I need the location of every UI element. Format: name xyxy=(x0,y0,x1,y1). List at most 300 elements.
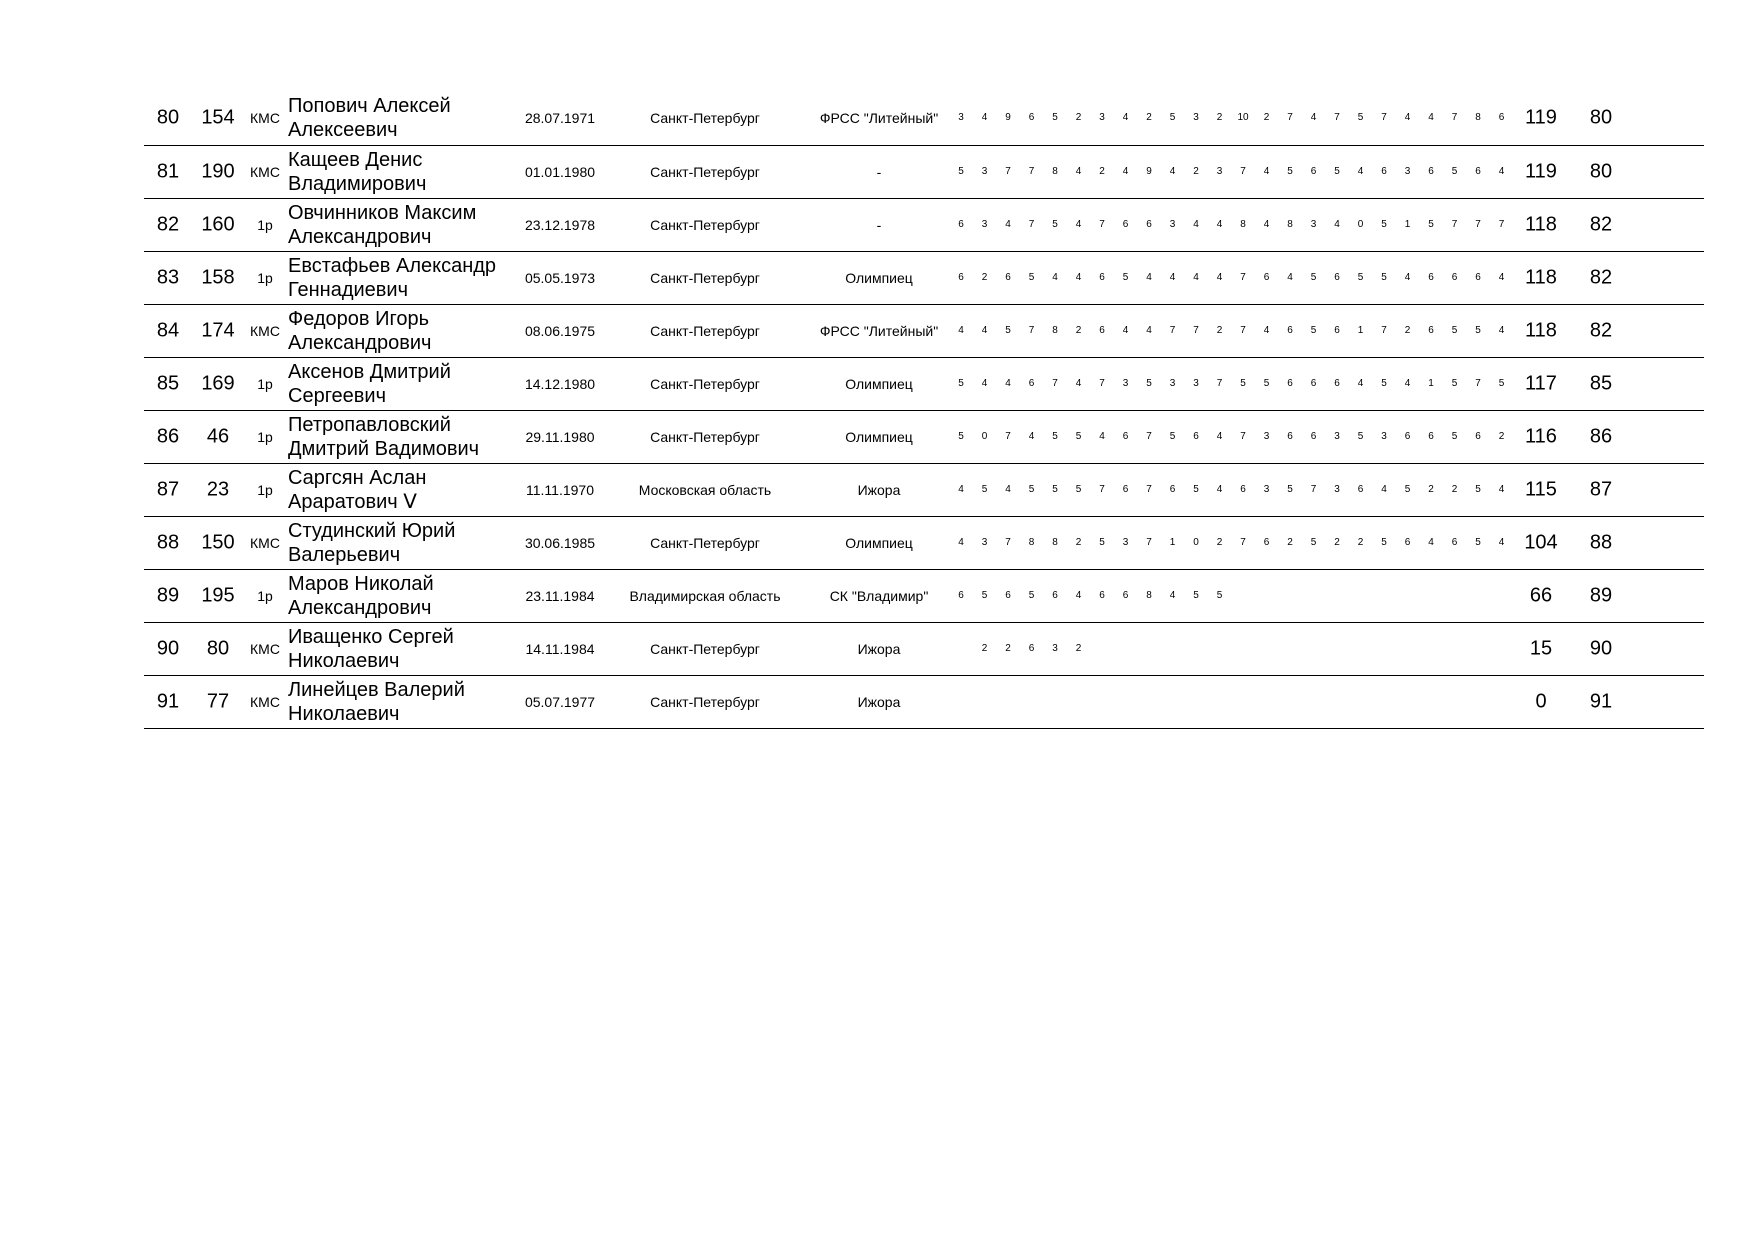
series-score: 6 xyxy=(1099,272,1105,283)
series-score: 5 xyxy=(1028,272,1035,283)
series-score: 7 xyxy=(1451,219,1458,230)
place-cell: 90 xyxy=(156,637,180,660)
series-score: 5 xyxy=(1475,537,1481,548)
total-score-cell: 119 xyxy=(1525,106,1557,128)
series-score: 2 xyxy=(1075,325,1082,336)
region-cell: Санкт-Петербург xyxy=(650,164,760,180)
club-cell: ФРСС "Литейный" xyxy=(819,109,939,126)
series-score: 3 xyxy=(1052,643,1058,654)
series-score: 6 xyxy=(1475,166,1481,177)
series-score: 7 xyxy=(1005,166,1011,177)
place-cell: 80 xyxy=(156,106,180,128)
series-score: 6 xyxy=(1451,272,1458,283)
series-score: 8 xyxy=(1052,166,1058,177)
series-score: 4 xyxy=(1216,484,1223,495)
series-score: 6 xyxy=(1404,431,1411,442)
series-score: 6 xyxy=(1475,272,1481,283)
birth-date-cell: 29.11.1980 xyxy=(525,429,595,445)
region-cell: Санкт-Петербург xyxy=(650,270,760,286)
series-score: 7 xyxy=(1099,378,1105,389)
athlete-name-line-1: Кащеев Денис xyxy=(288,149,423,171)
rank-cell: 1р xyxy=(257,217,273,233)
series-score: 5 xyxy=(1075,484,1082,495)
club-cell: Олимпиец xyxy=(845,535,913,551)
series-score: 6 xyxy=(1310,378,1317,389)
series-score: 4 xyxy=(1498,484,1505,495)
series-score: 1 xyxy=(1404,219,1411,230)
final-place-cell: 90 xyxy=(1589,637,1613,660)
series-score: 3 xyxy=(981,219,988,230)
series-score: 5 xyxy=(1451,166,1458,177)
total-score-cell: 116 xyxy=(1525,425,1557,448)
series-score: 3 xyxy=(958,111,964,123)
series-score: 1 xyxy=(1428,378,1434,389)
series-score: 7 xyxy=(1240,431,1246,442)
athlete-name-line-1: Овчинников Максим xyxy=(288,202,477,224)
series-score: 4 xyxy=(1193,272,1199,283)
region-cell: Санкт-Петербург xyxy=(650,694,760,710)
series-score: 7 xyxy=(1099,219,1105,230)
series-score: 2 xyxy=(1193,166,1199,177)
athlete-name-line-1: Попович Алексей xyxy=(288,94,451,117)
series-score: 2 xyxy=(1263,111,1270,123)
series-score: 4 xyxy=(1216,272,1223,283)
series-score: 5 xyxy=(981,484,988,495)
series-score: 6 xyxy=(1122,590,1129,601)
series-score: 4 xyxy=(1357,378,1364,389)
series-score: 5 xyxy=(1310,537,1317,548)
birth-date-cell: 14.12.1980 xyxy=(524,376,596,392)
series-score: 6 xyxy=(1287,325,1293,336)
series-score: 5 xyxy=(1075,431,1082,442)
place-cell: 91 xyxy=(156,690,180,713)
series-score: 4 xyxy=(1075,272,1082,283)
athlete-name-cell xyxy=(288,413,518,461)
athlete-name-line-1: Студинский Юрий xyxy=(288,520,456,542)
series-score: 6 xyxy=(1381,166,1387,177)
series-score: 5 xyxy=(1381,537,1387,548)
series-score: 5 xyxy=(1169,111,1176,123)
series-score: 4 xyxy=(1428,537,1434,548)
series-score: 3 xyxy=(981,166,988,177)
series-score: 6 xyxy=(1310,166,1317,177)
series-score: 7 xyxy=(1146,537,1152,548)
series-score: 7 xyxy=(1498,219,1505,230)
series-score: 5 xyxy=(1052,219,1058,230)
series-score: 5 xyxy=(1475,484,1481,495)
final-place-cell: 86 xyxy=(1589,425,1613,448)
bib-number-cell: 46 xyxy=(206,425,230,448)
bib-number-cell: 190 xyxy=(201,160,235,183)
club-cell: Олимпиец xyxy=(845,376,913,392)
series-score: 6 xyxy=(1028,378,1035,389)
series-score: 6 xyxy=(1146,219,1152,230)
series-score: 2 xyxy=(1146,111,1152,123)
birth-date-cell: 08.06.1975 xyxy=(524,323,596,339)
series-score: 5 xyxy=(1099,537,1105,548)
table-row xyxy=(144,411,1704,464)
series-score: 3 xyxy=(1169,219,1176,230)
athlete-name-line-2: Араратович ᐯ xyxy=(288,491,417,513)
series-score: 5 xyxy=(1005,325,1011,336)
series-score: 7 xyxy=(1146,431,1152,442)
series-score: 4 xyxy=(1498,166,1505,177)
series-score: 5 xyxy=(1240,378,1246,389)
region-cell: Санкт-Петербург xyxy=(650,217,760,233)
series-score: 6 xyxy=(1334,325,1340,336)
series-score: 2 xyxy=(1216,325,1223,336)
athlete-name-line-1: Саргсян Аслан xyxy=(288,467,427,489)
table-row xyxy=(144,199,1704,252)
series-score: 3 xyxy=(981,537,988,548)
series-score: 5 xyxy=(1052,431,1058,442)
athlete-name-line-2: Александрович xyxy=(288,226,432,248)
series-score: 10 xyxy=(1237,111,1249,123)
club-cell: Олимпиец xyxy=(845,270,913,286)
final-place-cell: 82 xyxy=(1589,213,1613,236)
series-score: 6 xyxy=(1428,272,1434,283)
series-score: 6 xyxy=(1099,325,1105,336)
series-score: 6 xyxy=(1099,590,1105,601)
series-score: 4 xyxy=(1122,111,1129,123)
series-score: 7 xyxy=(1381,111,1387,123)
total-score-cell: 104 xyxy=(1524,531,1558,554)
club-cell: Ижора xyxy=(857,482,901,498)
series-score: 7 xyxy=(1240,166,1246,177)
rank-cell: 1р xyxy=(257,482,273,498)
series-score: 2 xyxy=(1404,325,1411,336)
series-score: 6 xyxy=(958,272,964,283)
athlete-name-line-1: Маров Николай xyxy=(288,573,434,595)
rank-cell: 1р xyxy=(257,376,273,392)
series-score: 5 xyxy=(1381,219,1387,230)
series-score: 2 xyxy=(1075,111,1082,123)
series-score: 4 xyxy=(1216,431,1223,442)
series-score: 6 xyxy=(1287,431,1293,442)
series-score: 4 xyxy=(1005,219,1011,230)
series-score: 4 xyxy=(958,537,964,548)
athlete-name-cell xyxy=(288,519,518,567)
series-score: 5 xyxy=(1193,484,1199,495)
total-score-cell: 117 xyxy=(1525,372,1557,395)
region-cell: Санкт-Петербург xyxy=(650,323,760,339)
series-score: 2 xyxy=(1287,537,1293,548)
place-cell: 84 xyxy=(156,319,180,342)
series-score: 4 xyxy=(1498,537,1505,548)
bib-number-cell: 80 xyxy=(206,637,230,660)
series-score: 5 xyxy=(1428,219,1434,230)
series-score: 6 xyxy=(1287,378,1293,389)
series-score: 3 xyxy=(1216,166,1223,177)
athlete-name-line-2: Владимирович xyxy=(288,173,427,195)
series-score: 5 xyxy=(1052,484,1058,495)
athlete-name-cell xyxy=(288,625,518,673)
athlete-name-cell xyxy=(288,254,518,302)
rank-cell: КМС xyxy=(250,694,280,710)
series-score: 6 xyxy=(1334,272,1340,283)
series-score: 3 xyxy=(1193,378,1199,389)
series-score: 4 xyxy=(1169,272,1176,283)
series-score: 6 xyxy=(1122,484,1129,495)
series-score: 8 xyxy=(1146,590,1152,601)
bib-number-cell: 195 xyxy=(201,584,235,607)
athlete-name-cell xyxy=(288,201,518,249)
series-score: 6 xyxy=(1428,325,1434,336)
series-score: 5 xyxy=(1475,325,1481,336)
bib-number-cell: 169 xyxy=(201,372,235,395)
series-score: 6 xyxy=(1122,431,1129,442)
total-score-cell: 115 xyxy=(1525,478,1557,501)
place-cell: 87 xyxy=(156,478,180,501)
series-score: 6 xyxy=(1052,590,1058,601)
series-score: 4 xyxy=(981,378,988,389)
bib-number-cell: 154 xyxy=(201,106,235,128)
series-score: 5 xyxy=(1169,431,1176,442)
rank-cell: КМС xyxy=(250,323,280,339)
final-place-cell: 82 xyxy=(1589,319,1613,342)
athlete-name-cell xyxy=(288,360,518,408)
series-score: 4 xyxy=(1287,272,1293,283)
total-score-cell: 66 xyxy=(1529,584,1553,607)
series-score: 4 xyxy=(1075,166,1082,177)
series-score: 4 xyxy=(1193,219,1199,230)
series-score: 3 xyxy=(1169,378,1176,389)
athlete-name-cell xyxy=(288,148,518,196)
series-score: 6 xyxy=(1028,643,1035,654)
series-score: 0 xyxy=(981,431,988,442)
series-score: 4 xyxy=(1263,219,1270,230)
series-score: 4 xyxy=(1404,378,1411,389)
club-cell: - xyxy=(876,217,882,233)
table-row xyxy=(144,146,1704,199)
series-score: 7 xyxy=(1216,378,1223,389)
athlete-name-line-2: Сергеевич xyxy=(288,385,387,407)
series-score: 7 xyxy=(1052,378,1058,389)
bib-number-cell: 158 xyxy=(201,266,235,289)
final-place-cell: 85 xyxy=(1589,372,1613,395)
series-score: 3 xyxy=(1334,484,1340,495)
series-score: 4 xyxy=(1310,111,1317,123)
table-row xyxy=(144,517,1704,570)
series-score: 5 xyxy=(1357,431,1364,442)
series-score: 3 xyxy=(1193,111,1199,123)
table-row xyxy=(144,623,1704,676)
total-score-cell: 15 xyxy=(1529,637,1553,660)
series-score: 7 xyxy=(1028,325,1035,336)
athlete-name-line-2: Николаевич xyxy=(288,703,400,725)
series-score: 4 xyxy=(1216,219,1223,230)
athlete-name-line-2: Геннадиевич xyxy=(288,279,409,301)
series-score: 6 xyxy=(1005,272,1011,283)
series-score: 5 xyxy=(1287,484,1293,495)
series-score: 3 xyxy=(1404,166,1411,177)
table-row xyxy=(144,90,1704,146)
final-place-cell: 91 xyxy=(1589,690,1613,713)
place-cell: 86 xyxy=(156,425,180,448)
region-cell: Санкт-Петербург xyxy=(650,429,760,445)
series-score: 7 xyxy=(1240,537,1246,548)
series-score: 7 xyxy=(1169,325,1176,336)
series-score: 6 xyxy=(958,219,964,230)
series-score: 5 xyxy=(1451,325,1458,336)
series-score: 1 xyxy=(1357,325,1364,336)
series-score: 6 xyxy=(1451,537,1458,548)
series-score: 6 xyxy=(1475,431,1481,442)
series-score: 4 xyxy=(1052,272,1058,283)
athlete-name-line-1: Евстафьев Александр xyxy=(288,255,497,277)
series-score: 7 xyxy=(1334,111,1340,123)
series-score: 5 xyxy=(1028,484,1035,495)
athlete-name-line-1: Иващенко Сергей xyxy=(288,626,454,648)
region-cell: Санкт-Петербург xyxy=(650,641,760,657)
series-score: 5 xyxy=(1216,590,1223,601)
athlete-name-cell xyxy=(288,466,518,514)
region-cell: Московская область xyxy=(638,482,772,498)
place-cell: 83 xyxy=(156,266,180,289)
series-score: 2 xyxy=(981,272,988,283)
series-score: 4 xyxy=(1169,166,1176,177)
series-score: 7 xyxy=(1005,537,1011,548)
series-score: 5 xyxy=(1146,378,1152,389)
series-score: 3 xyxy=(1263,484,1270,495)
series-score: 6 xyxy=(1334,378,1340,389)
place-cell: 82 xyxy=(156,213,180,236)
club-cell: Ижора xyxy=(857,641,901,657)
final-place-cell: 80 xyxy=(1589,106,1613,128)
series-score: 2 xyxy=(1099,166,1105,177)
series-score: 3 xyxy=(1122,378,1129,389)
bib-number-cell: 174 xyxy=(201,319,235,342)
series-score: 5 xyxy=(1052,111,1058,123)
series-score: 9 xyxy=(1005,111,1011,123)
series-score: 7 xyxy=(1028,219,1035,230)
series-score: 2 xyxy=(1216,537,1223,548)
rank-cell: КМС xyxy=(250,535,280,551)
series-score: 2 xyxy=(981,643,988,654)
series-score: 5 xyxy=(1498,378,1505,389)
rank-cell: 1р xyxy=(257,588,273,604)
series-score: 6 xyxy=(1263,537,1270,548)
table-row xyxy=(144,464,1704,517)
series-score: 4 xyxy=(1028,431,1035,442)
series-score: 5 xyxy=(1357,272,1364,283)
series-score: 3 xyxy=(1381,431,1387,442)
series-score: 6 xyxy=(1428,431,1434,442)
series-score: 7 xyxy=(1193,325,1199,336)
series-score: 4 xyxy=(1122,166,1129,177)
birth-date-cell: 05.05.1973 xyxy=(524,270,596,286)
series-score: 0 xyxy=(1193,537,1199,548)
athlete-name-line-2: Александрович xyxy=(288,332,432,354)
series-score: 7 xyxy=(1240,325,1246,336)
region-cell: Санкт-Петербург xyxy=(650,535,760,551)
series-score: 2 xyxy=(1498,431,1505,442)
bib-number-cell: 77 xyxy=(206,690,230,713)
total-score-cell: 118 xyxy=(1525,213,1557,236)
series-score: 4 xyxy=(1075,590,1082,601)
region-cell: Санкт-Петербург xyxy=(650,109,760,126)
series-score: 6 xyxy=(1357,484,1364,495)
club-cell: Олимпиец xyxy=(845,429,913,445)
final-place-cell: 89 xyxy=(1589,584,1613,607)
series-score: 7 xyxy=(1005,431,1011,442)
series-score: 4 xyxy=(1404,111,1411,123)
bib-number-cell: 160 xyxy=(201,213,235,236)
series-score: 5 xyxy=(1381,272,1387,283)
series-score: 5 xyxy=(1193,590,1199,601)
series-score: 4 xyxy=(1381,484,1387,495)
series-score: 4 xyxy=(1263,166,1270,177)
final-place-cell: 82 xyxy=(1589,266,1613,289)
table-row xyxy=(144,305,1704,358)
birth-date-cell: 01.01.1980 xyxy=(524,164,596,180)
bib-number-cell: 150 xyxy=(201,531,235,554)
series-score: 2 xyxy=(1005,643,1011,654)
table-row xyxy=(144,570,1704,623)
athlete-name-line-2: Николаевич xyxy=(288,650,400,672)
series-score: 6 xyxy=(1404,537,1411,548)
series-score: 4 xyxy=(1005,484,1011,495)
total-score-cell: 118 xyxy=(1525,266,1557,289)
athlete-name-line-2: Александрович xyxy=(288,597,432,619)
birth-date-cell: 05.07.1977 xyxy=(524,694,596,710)
club-cell: Ижора xyxy=(857,694,901,710)
series-score: 5 xyxy=(1287,166,1293,177)
athlete-name-line-2: Дмитрий Вадимович xyxy=(288,438,480,460)
athlete-name-cell xyxy=(288,678,518,726)
total-score-cell: 118 xyxy=(1525,319,1557,342)
series-score: 4 xyxy=(1099,431,1105,442)
series-score: 4 xyxy=(958,325,964,336)
series-score: 5 xyxy=(1310,325,1317,336)
total-score-cell: 119 xyxy=(1525,160,1557,183)
series-score: 4 xyxy=(1334,219,1340,230)
series-score: 7 xyxy=(1287,111,1293,123)
series-score: 6 xyxy=(1169,484,1176,495)
final-place-cell: 80 xyxy=(1589,160,1613,183)
results-table xyxy=(144,90,1704,729)
series-score: 2 xyxy=(1075,537,1082,548)
series-score: 5 xyxy=(958,431,964,442)
series-score: 4 xyxy=(1498,272,1505,283)
series-score: 6 xyxy=(1263,272,1270,283)
place-cell: 89 xyxy=(156,584,180,607)
series-score: 2 xyxy=(1075,643,1082,654)
birth-date-cell: 30.06.1985 xyxy=(524,535,596,551)
birth-date-cell: 23.12.1978 xyxy=(524,217,596,233)
series-score: 4 xyxy=(1169,590,1176,601)
rank-cell: КМС xyxy=(250,109,280,126)
series-score: 4 xyxy=(1146,272,1152,283)
series-score: 5 xyxy=(981,590,988,601)
rank-cell: КМС xyxy=(250,641,280,657)
place-cell: 85 xyxy=(156,372,180,395)
table-row xyxy=(144,358,1704,411)
series-score: 7 xyxy=(1028,166,1035,177)
birth-date-cell: 23.11.1984 xyxy=(525,588,595,604)
series-score: 7 xyxy=(1146,484,1152,495)
rank-cell: 1р xyxy=(257,429,273,445)
place-cell: 88 xyxy=(156,531,180,554)
series-score: 4 xyxy=(981,325,988,336)
series-score: 8 xyxy=(1028,537,1035,548)
athlete-name-line-2: Валерьевич xyxy=(288,544,401,566)
series-score: 4 xyxy=(1498,325,1505,336)
series-score: 4 xyxy=(1075,219,1082,230)
athlete-name-line-1: Федоров Игорь xyxy=(288,308,430,330)
series-score: 2 xyxy=(1334,537,1340,548)
series-score: 2 xyxy=(1216,111,1223,123)
